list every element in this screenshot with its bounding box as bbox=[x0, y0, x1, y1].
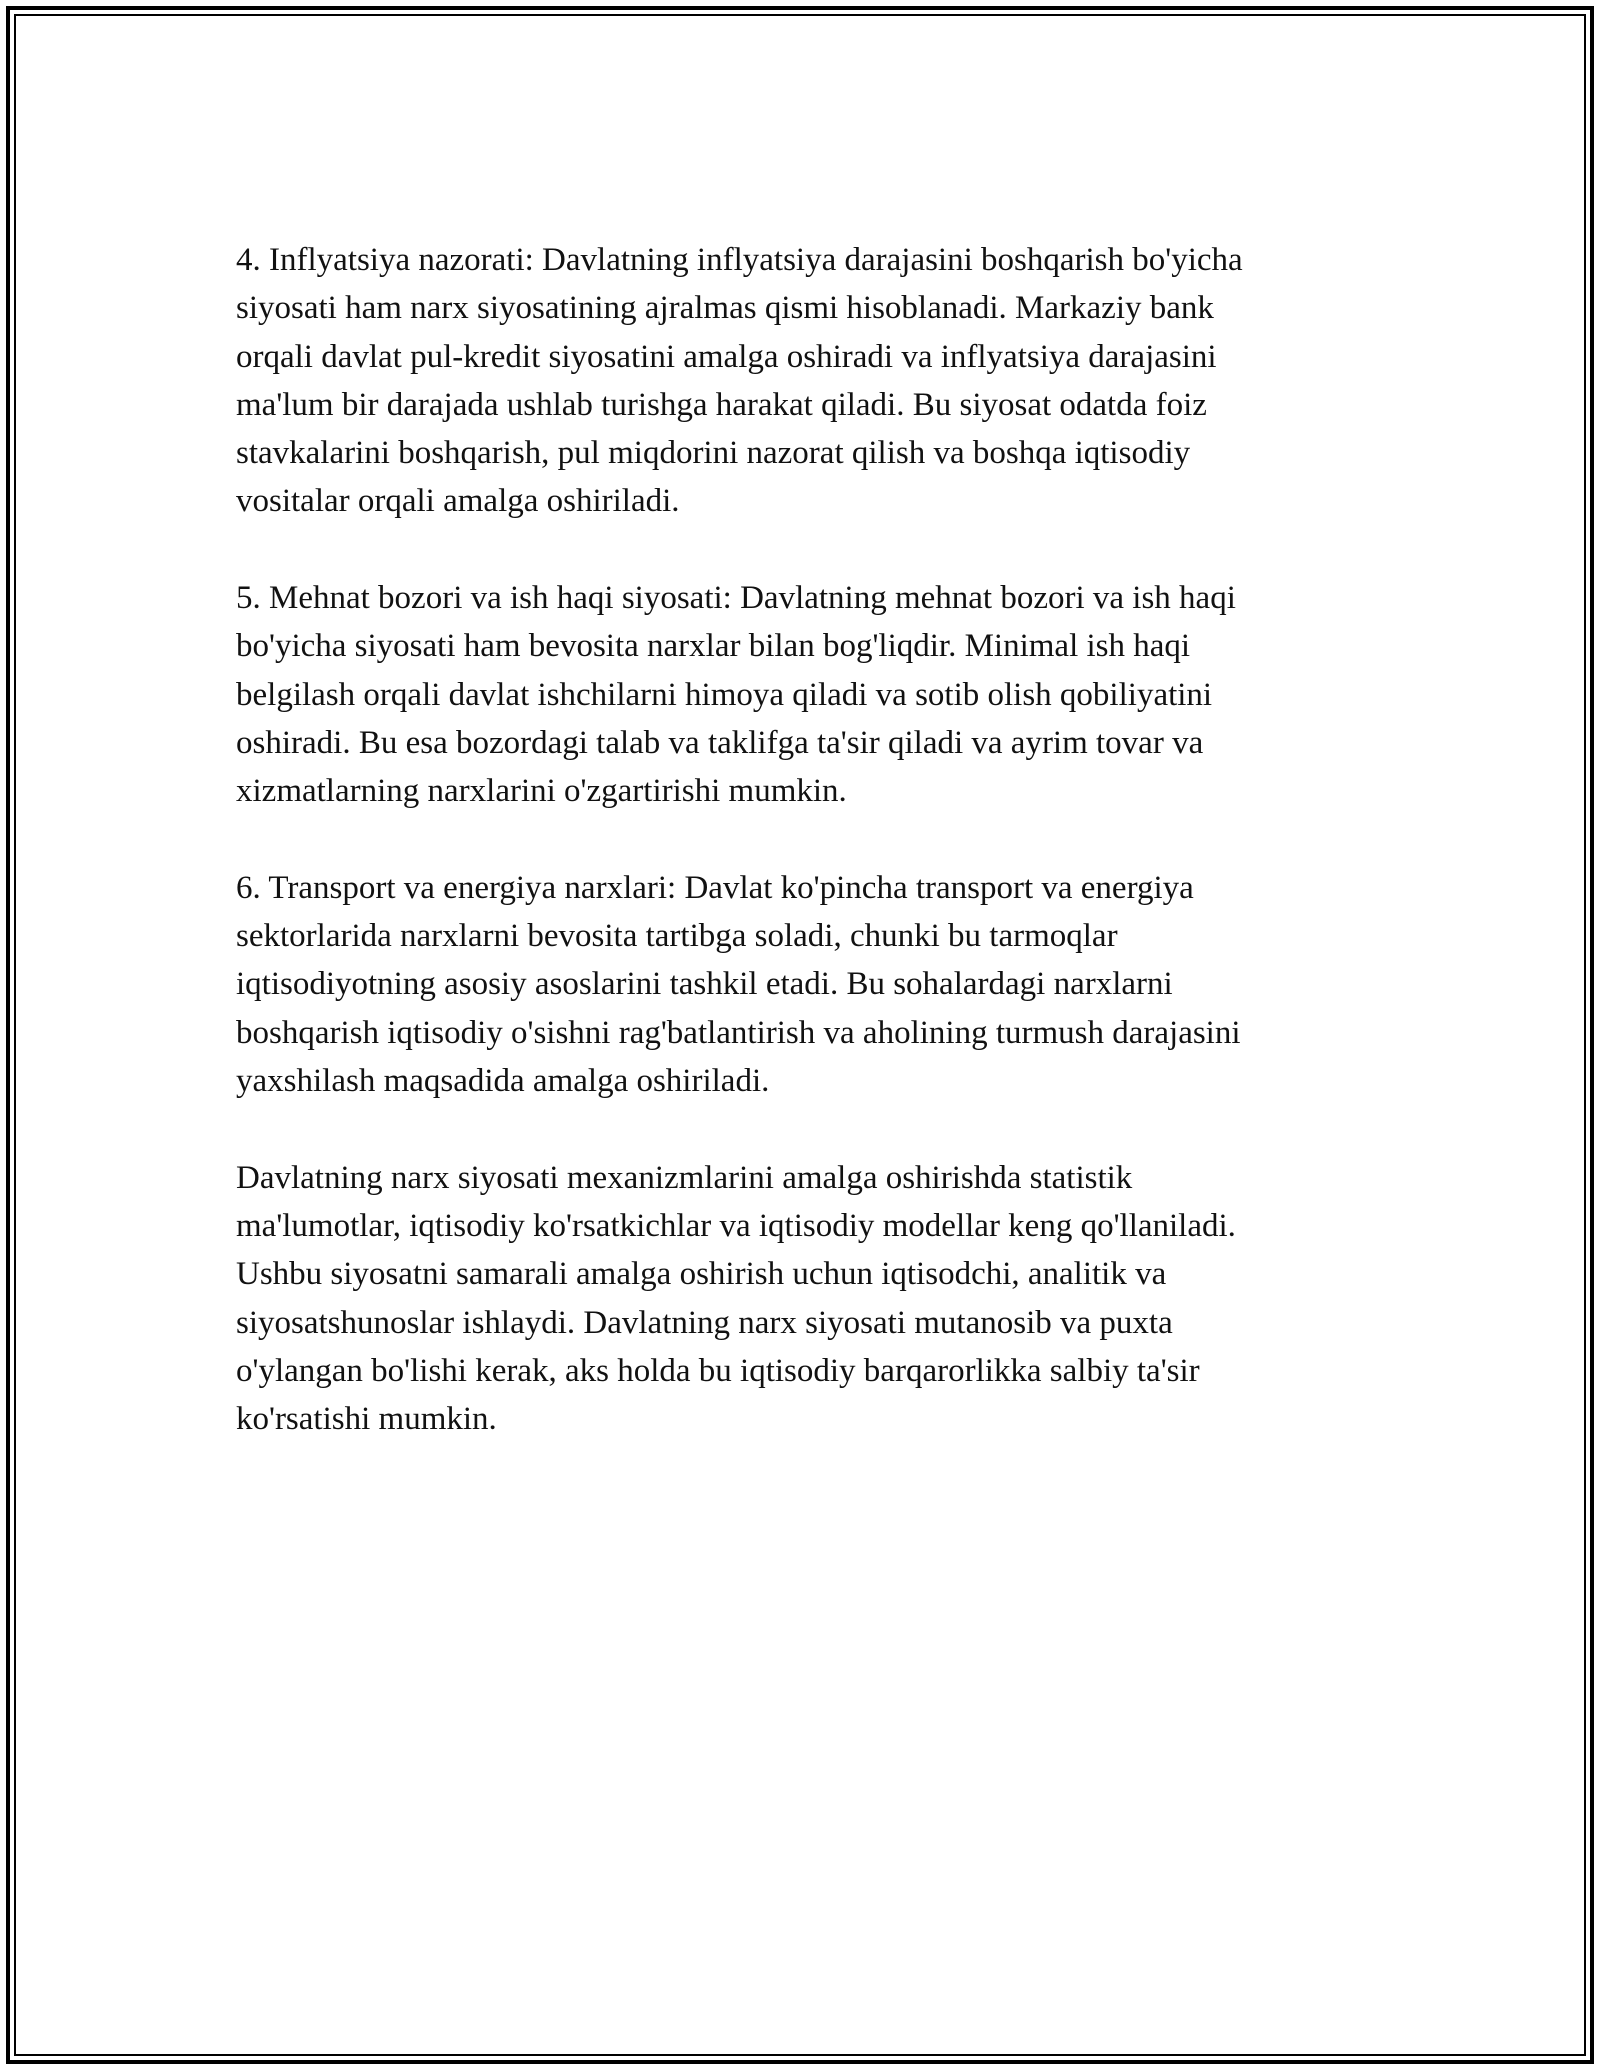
text-line: oshiradi. Bu esa bozordagi talab va taklifga ta'sir qiladi va ayrim tovar va bbox=[236, 724, 1204, 761]
text-line: boshqarish iqtisodiy o'sishni rag'batlantirish va aholining turmush darajasini bbox=[236, 1014, 1241, 1051]
text-line: belgilash orqali davlat ishchilarni himoya qiladi va sotib olish qobiliyatini bbox=[236, 676, 1213, 713]
text-line: stavkalarini boshqarish, pul miqdorini nazorat qilish va boshqa iqtisodiy bbox=[236, 435, 1191, 472]
text-line: xizmatlarning narxlarini o'zgartirishi mumkin. bbox=[236, 773, 847, 810]
paragraph-labor-market-wages bbox=[236, 574, 1366, 815]
text-line: 6. Transport va energiya narxlari: Davlat ko'pincha transport va energiya bbox=[236, 869, 1194, 906]
text-line: Davlatning narx siyosati mexanizmlarini amalga oshirishda statistik bbox=[236, 1159, 1133, 1196]
text-line: ma'lum bir darajada ushlab turishga harakat qiladi. Bu siyosat odatda foiz bbox=[236, 386, 1207, 423]
text-line: o'ylangan bo'lishi kerak, aks holda bu iqtisodiy barqarorlikka salbiy ta'sir bbox=[236, 1352, 1200, 1389]
text-line: sektorlarida narxlarni bevosita tartibga soladi, chunki bu tarmoqlar bbox=[236, 918, 1118, 955]
paragraph-transport-energy-prices bbox=[236, 864, 1366, 1105]
text-line: vositalar orqali amalga oshiriladi. bbox=[236, 483, 680, 520]
paragraph-inflation-control bbox=[236, 236, 1366, 526]
text-line: yaxshilash maqsadida amalga oshiriladi. bbox=[236, 1063, 770, 1100]
text-line: bo'yicha siyosati ham bevosita narxlar bilan bog'liqdir. Minimal ish haqi bbox=[236, 628, 1191, 665]
text-line: siyosatshunoslar ishlaydi. Davlatning narx siyosati mutanosib va puxta bbox=[236, 1304, 1173, 1341]
text-line: 5. Mehnat bozori va ish haqi siyosati: Davlatning mehnat bozori va ish haqi bbox=[236, 580, 1236, 617]
text-line: siyosati ham narx siyosatining ajralmas qismi hisoblanadi. Markaziy bank bbox=[236, 290, 1214, 327]
text-line: Ushbu siyosatni samarali amalga oshirish uchun iqtisodchi, analitik va bbox=[236, 1256, 1167, 1293]
paragraph-conclusion bbox=[236, 1154, 1366, 1444]
document-body bbox=[236, 236, 1366, 1492]
text-line: 4. Inflyatsiya nazorati: Davlatning inflyatsiya darajasini boshqarish bo'yicha bbox=[236, 242, 1243, 278]
text-line: iqtisodiyotning asosiy asoslarini tashkil etadi. Bu sohalardagi narxlarni bbox=[236, 966, 1173, 1003]
text-line: ma'lumotlar, iqtisodiy ko'rsatkichlar va iqtisodiy modellar keng qo'llaniladi. bbox=[236, 1207, 1236, 1244]
text-line: orqali davlat pul-kredit siyosatini amalga oshiradi va inflyatsiya darajasini bbox=[236, 338, 1217, 375]
text-line: ko'rsatishi mumkin. bbox=[236, 1401, 497, 1438]
